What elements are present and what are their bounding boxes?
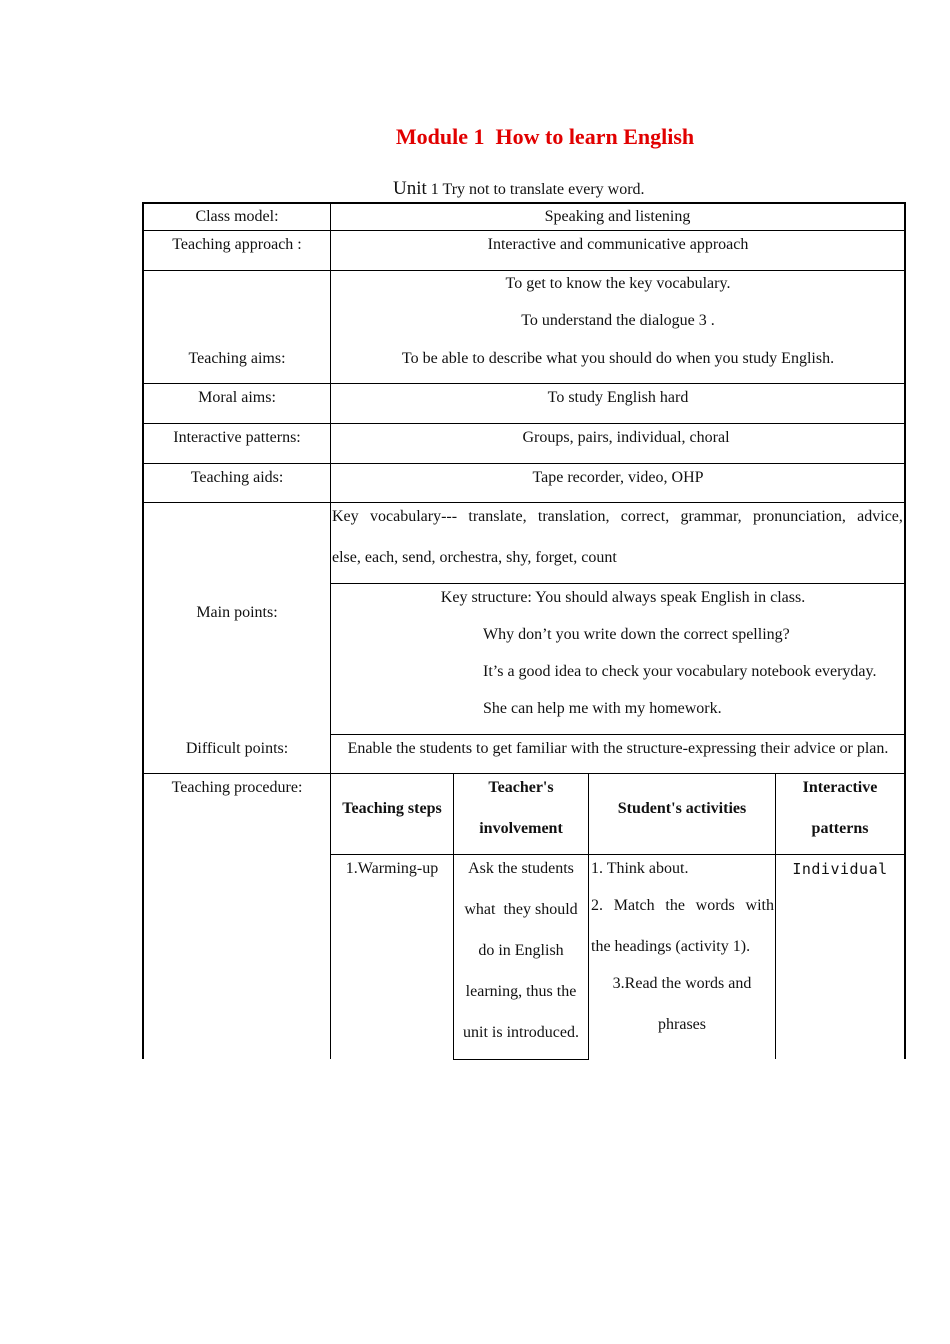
document-title: Module 1 How to learn English xyxy=(395,124,695,149)
key-structure-line: She can help me with my homework. xyxy=(483,700,722,717)
step-name: 1.Warming-up xyxy=(345,860,439,877)
teacher-involvement-line: learning, thus the xyxy=(465,983,577,1000)
activity-word: with xyxy=(745,897,774,914)
student-activity-line: phrases xyxy=(658,1016,706,1033)
teacher-involvement-line: unit is introduced. xyxy=(463,1024,579,1041)
student-activity-line xyxy=(591,898,774,914)
activity-word: words xyxy=(695,897,735,914)
vocab-word: Key xyxy=(332,508,359,525)
interactive-patterns-value: Groups, pairs, individual, choral xyxy=(522,429,730,446)
header-teacher-involvement: involvement xyxy=(479,820,563,837)
header-interactive-patterns: patterns xyxy=(811,820,869,837)
main-points-label: Main points: xyxy=(196,604,278,621)
vocab-word: pronunciation, xyxy=(752,508,846,525)
activity-word: Match xyxy=(613,897,655,914)
header-teaching-steps: Teaching steps xyxy=(342,800,442,817)
teaching-aim-item: To get to know the key vocabulary. xyxy=(505,275,731,292)
student-activity-line: the headings (activity 1). xyxy=(591,938,751,955)
teaching-aims-label: Teaching aims: xyxy=(188,350,286,367)
teacher-involvement-line: Ask the students xyxy=(468,860,574,877)
header-interactive-patterns: Interactive xyxy=(802,779,878,796)
vocab-word: advice, xyxy=(857,508,903,525)
vocab-word: grammar, xyxy=(680,508,742,525)
student-activity-line: 1. Think about. xyxy=(591,860,689,877)
key-vocabulary-line-2: else, each, send, orchestra, shy, forget, count xyxy=(332,549,617,566)
key-structure-line: Why don’t you write down the correct spelling? xyxy=(483,626,790,643)
key-vocabulary-line xyxy=(332,509,903,525)
activity-word: the xyxy=(665,897,685,914)
interactive-pattern-value: Individual xyxy=(792,860,888,878)
unit-heading xyxy=(393,178,645,200)
teaching-aids-label: Teaching aids: xyxy=(190,469,284,486)
moral-aims-label: Moral aims: xyxy=(198,389,276,406)
teaching-aids-value: Tape recorder, video, OHP xyxy=(532,469,704,486)
class-model-value: Speaking and listening xyxy=(544,208,691,225)
vocab-word: translation, xyxy=(537,508,610,525)
difficult-points-value: Enable the students to get familiar with the structure-expressing their advice or plan. xyxy=(347,740,889,757)
vocab-word: correct, xyxy=(620,508,670,525)
header-student-activities: Student's activities xyxy=(617,800,747,817)
teacher-involvement-line: what they should xyxy=(464,901,578,918)
class-model-label: Class model: xyxy=(195,208,279,225)
student-activity-line: 3.Read the words and xyxy=(612,975,752,992)
key-structure-line: Key structure: You should always speak English in class. xyxy=(440,589,806,606)
moral-aims-value: To study English hard xyxy=(547,389,689,406)
teaching-procedure-label: Teaching procedure: xyxy=(171,779,303,796)
key-structure-line: It’s a good idea to check your vocabulary notebook everyday. xyxy=(483,663,877,680)
teaching-aim-item: To be able to describe what you should do when you study English. xyxy=(401,350,835,367)
vocab-word: vocabulary--- xyxy=(369,508,458,525)
difficult-points-label: Difficult points: xyxy=(185,740,289,757)
teacher-involvement-line: do in English xyxy=(478,942,564,959)
unit-subtitle: 1 Try not to translate every word. xyxy=(426,181,645,198)
teaching-approach-label: Teaching approach : xyxy=(172,236,302,253)
interactive-patterns-label: Interactive patterns: xyxy=(173,429,301,446)
teaching-aim-item: To understand the dialogue 3 . xyxy=(521,312,715,329)
header-teacher-involvement: Teacher's xyxy=(488,779,554,796)
activity-word: 2. xyxy=(591,897,603,914)
vocab-word: translate, xyxy=(468,508,527,525)
unit-prefix: Unit xyxy=(393,178,427,199)
teaching-approach-value: Interactive and communicative approach xyxy=(487,236,749,253)
